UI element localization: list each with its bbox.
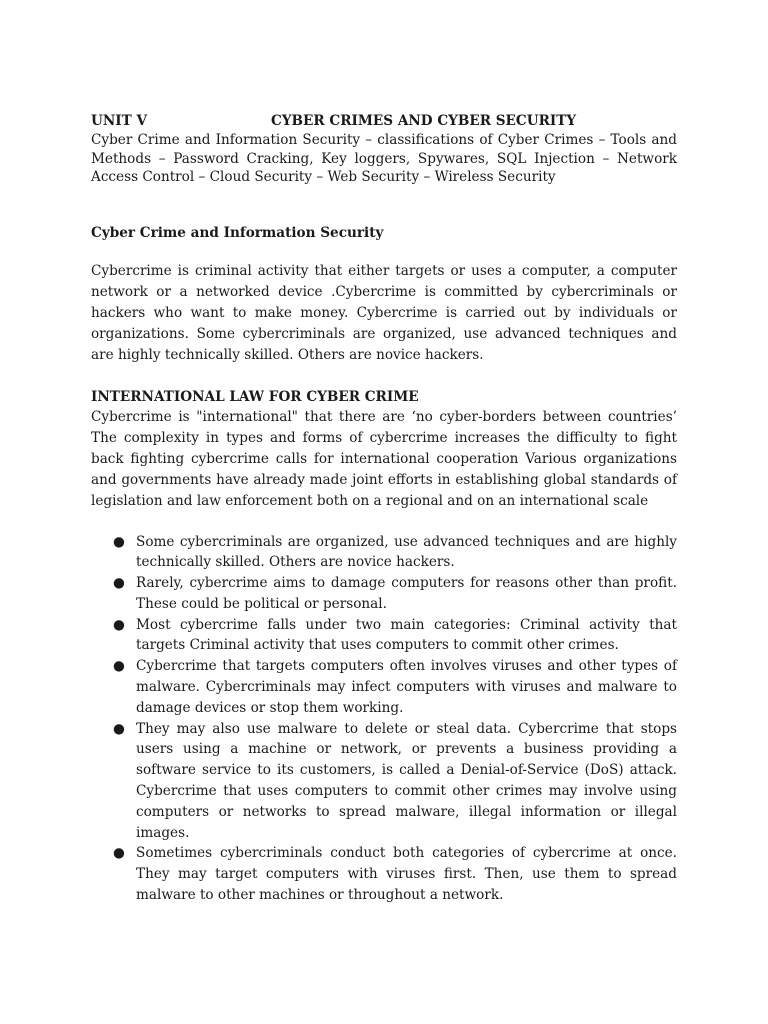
bullet-list — [91, 532, 677, 906]
list-item — [91, 573, 677, 615]
list-item-text: They may also use malware to delete or steal data. Cybercrime that stops users using a machine or network, or prevents a business providing a software service to its customers, is called a Denial-of-Service (DoS) attack. Cybercrime that uses computers to commit other crimes may involve using computers or networks to spread malware, illegal information or illegal images. — [136, 720, 677, 841]
list-item-text: Most cybercrime falls under two main categories: Criminal activity that targets Criminal activity that uses computers to commit other crimes. — [136, 616, 677, 654]
list-item — [91, 656, 677, 718]
list-item — [91, 843, 677, 905]
section-heading-international-law: INTERNATIONAL LAW FOR CYBER CRIME — [91, 388, 419, 405]
unit-header — [91, 112, 677, 131]
list-item-text: Cybercrime that targets computers often involves viruses and other types of malware. Cybercriminals may infect computers with viruses and malware to damage devices or stop them working. — [136, 658, 677, 716]
section-paragraph-international-law: Cybercrime is "international" that there are ‘no cyber-borders between countries’ The complexity in types and forms of cybercrime increases the difficulty to fight back fighting cybercrime calls for international cooperation Various organizations and governments have already made joint efforts in establishing global standards of legislation and law enforcement both on a regional and on an international scale — [91, 408, 677, 509]
bullet-icon: ● — [113, 845, 125, 862]
topics-list: Cyber Crime and Information Security – classifications of Cyber Crimes – Tools and Methods – Password Cracking, Key loggers, Spywares, SQL Injection – Network Access Control – Cloud Security – Web Security – Wireless Security — [91, 132, 677, 185]
bullet-icon: ● — [113, 616, 125, 633]
list-item-text: Sometimes cybercriminals conduct both categories of cybercrime at once. They may target computers with viruses first. Then, use them to spread malware to other machines or throughout a network. — [136, 845, 677, 904]
section-paragraph-cyber-crime: Cybercrime is criminal activity that either targets or uses a computer, a computer network or a networked device .Cybercrime is committed by cybercriminals or hackers who want to make money. Cybercrime is carried out by individuals or organizations. Some cybercriminals are organized, use advanced techniques and are highly technically skilled. Others are novice hackers. — [91, 262, 677, 363]
bullet-icon: ● — [113, 720, 125, 737]
list-item — [91, 615, 677, 657]
unit-title: CYBER CRIMES AND CYBER SECURITY — [271, 113, 577, 129]
bullet-icon: ● — [113, 658, 125, 675]
list-item — [91, 532, 677, 574]
bullet-icon: ● — [113, 575, 125, 592]
list-item-text: Some cybercriminals are organized, use advanced techniques and are highly technically skilled. Others are novice hackers. — [136, 533, 677, 571]
unit-label: UNIT V — [91, 113, 148, 129]
list-item — [91, 719, 677, 844]
bullet-icon: ● — [113, 533, 125, 550]
document-page — [91, 112, 677, 906]
section-heading-cyber-crime: Cyber Crime and Information Security — [91, 224, 384, 241]
list-item-text: Rarely, cybercrime aims to damage computers for reasons other than profit. These could be political or personal. — [136, 575, 677, 612]
